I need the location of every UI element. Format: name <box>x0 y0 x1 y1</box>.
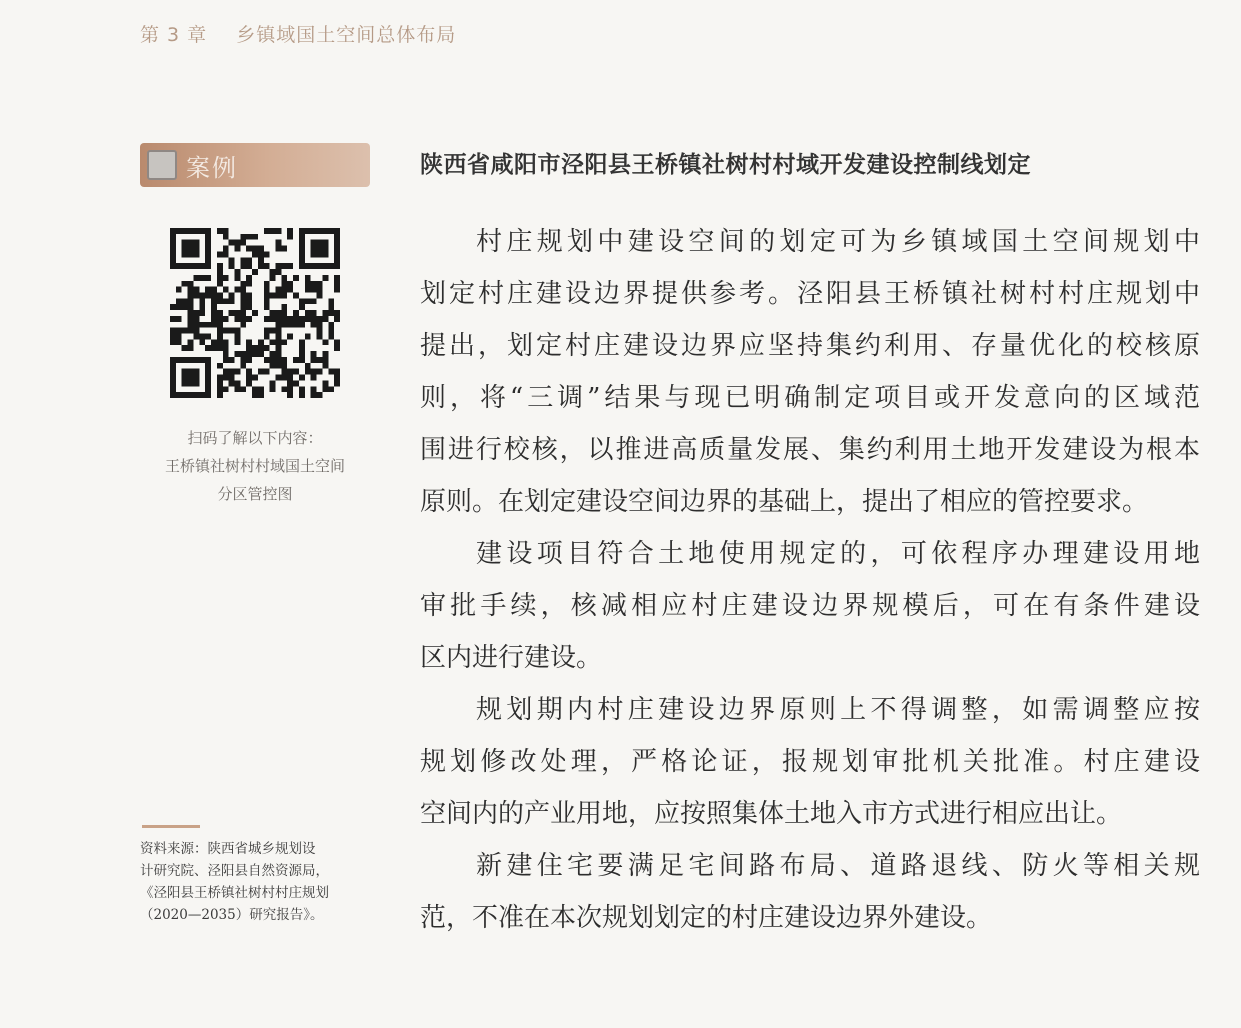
body-line: 划定村庄建设边界提供参考。泾阳县王桥镇社树村村庄规划中 <box>420 279 1200 309</box>
body-line: 建设项目符合土地使用规定的，可依程序办理建设用地 <box>476 539 1200 569</box>
body-line: 新建住宅要满足宅间路布局、道路退线、防火等相关规 <box>476 851 1200 881</box>
qr-caption-line: 分区管控图 <box>217 485 293 503</box>
source-divider <box>142 825 200 828</box>
case-label: 案例 <box>186 153 238 182</box>
source-note-line: 计研究院、泾阳县自然资源局， <box>140 863 329 879</box>
body-line: 审批手续，核减相应村庄建设边界规模后，可在有条件建设 <box>420 591 1200 621</box>
body-line: 规划期内村庄建设边界原则上不得调整，如需调整应按 <box>476 695 1200 725</box>
qr-code <box>170 228 340 398</box>
case-tab <box>140 143 370 187</box>
case-title: 陕西省咸阳市泾阳县王桥镇社树村村域开发建设控制线划定 <box>420 152 1031 178</box>
body-line: 则，将“三调”结果与现已明确制定项目或开发意向的区域范 <box>420 383 1200 413</box>
body-line: 围进行校核，以推进高质量发展、集约利用土地开发建设为根本 <box>420 435 1200 465</box>
running-header <box>140 20 456 47</box>
body-line: 空间内的产业用地，应按照集体土地入市方式进行相应出让。 <box>420 799 1123 829</box>
chapter-title: 乡镇域国土空间总体布局 <box>236 24 457 46</box>
article-body <box>420 216 1200 944</box>
source-note-line: （2020—2035）研究报告》。 <box>140 907 324 923</box>
source-note <box>140 838 380 926</box>
qr-caption-line: 王桥镇社树村村域国土空间 <box>164 457 345 475</box>
body-line: 规划修改处理，严格论证，报规划审批机关批准。村庄建设 <box>420 747 1200 777</box>
qr-caption-line: 扫码了解以下内容： <box>187 429 323 447</box>
source-note-line: 《泾阳县王桥镇社树村村庄规划 <box>140 885 329 901</box>
case-square-icon <box>147 150 177 180</box>
body-line: 区内进行建设。 <box>420 643 603 673</box>
body-line: 原则。在划定建设空间边界的基础上，提出了相应的管控要求。 <box>420 487 1149 517</box>
body-line: 提出，划定村庄建设边界应坚持集约利用、存量优化的校核原 <box>420 331 1200 361</box>
source-note-line: 资料来源：陕西省城乡规划设 <box>140 841 316 857</box>
qr-caption <box>140 424 370 508</box>
body-line: 村庄规划中建设空间的划定可为乡镇域国土空间规划中 <box>476 227 1200 257</box>
chapter-number: 第 3 章 <box>140 24 208 46</box>
body-line: 范，不准在本次规划划定的村庄建设边界外建设。 <box>420 903 993 933</box>
